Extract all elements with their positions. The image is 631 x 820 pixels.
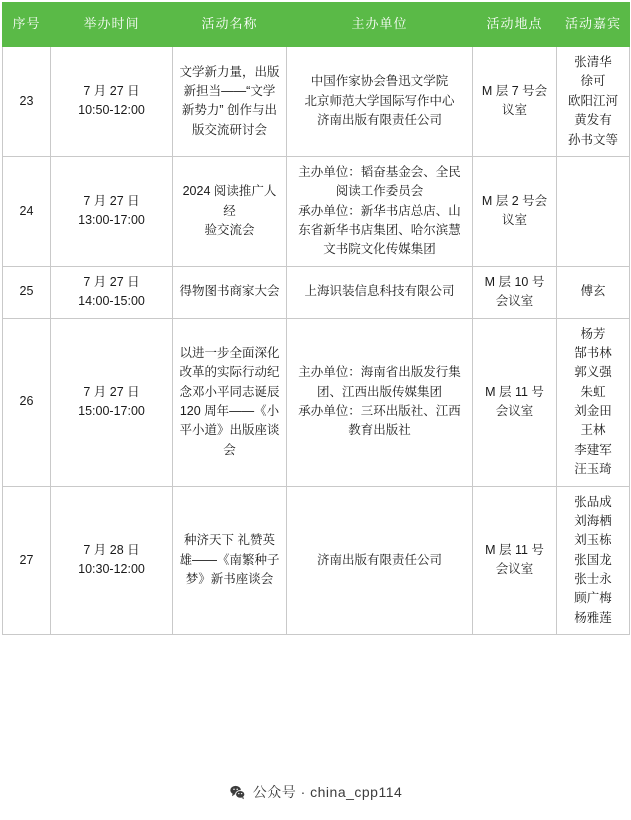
column-header-time: 举办时间 <box>51 3 173 47</box>
column-header-event-name: 活动名称 <box>173 3 287 47</box>
cell-time: 7 月 27 日 15:00-17:00 <box>51 318 173 486</box>
cell-organizer: 济南出版有限责任公司 <box>287 486 473 635</box>
document-page <box>0 2 631 820</box>
column-header-organizer: 主办单位 <box>287 3 473 47</box>
cell-time: 7 月 28 日 10:30-12:00 <box>51 486 173 635</box>
cell-event-name: 种济天下 礼赞英 雄——《南繁种子 梦》新书座谈会 <box>173 486 287 635</box>
cell-guests: 杨芳 郜书林 郭义强 朱虹 刘金田 王林 李建军 汪玉琦 <box>557 318 630 486</box>
cell-event-name: 得物图书商家大会 <box>173 266 287 318</box>
cell-organizer: 中国作家协会鲁迅文学院 北京师范大学国际写作中心 济南出版有限责任公司 <box>287 47 473 157</box>
cell-index: 25 <box>3 266 51 318</box>
column-header-guests: 活动嘉宾 <box>557 3 630 47</box>
cell-organizer: 主办单位：韬奋基金会、全民 阅读工作委员会 承办单位：新华书店总店、山 东省新华书店集团、哈尔滨慧 文书院文化传媒集团 <box>287 156 473 266</box>
column-header-index: 序号 <box>3 3 51 47</box>
cell-time: 7 月 27 日 14:00-15:00 <box>51 266 173 318</box>
cell-venue: M 层 11 号 会议室 <box>473 318 557 486</box>
cell-venue: M 层 2 号会 议室 <box>473 156 557 266</box>
cell-organizer: 主办单位：海南省出版发行集 团、江西出版传媒集团 承办单位：三环出版社、江西 教育出版社 <box>287 318 473 486</box>
cell-venue: M 层 11 号 会议室 <box>473 486 557 635</box>
cell-time: 7 月 27 日 13:00-17:00 <box>51 156 173 266</box>
column-header-venue: 活动地点 <box>473 3 557 47</box>
cell-venue: M 层 10 号 会议室 <box>473 266 557 318</box>
cell-index: 27 <box>3 486 51 635</box>
cell-event-name: 文学新力量，出版 新担当——“文学 新势力” 创作与出 版交流研讨会 <box>173 47 287 157</box>
table-header-row <box>3 3 630 47</box>
footer-watermark <box>0 764 631 820</box>
cell-index: 26 <box>3 318 51 486</box>
cell-venue: M 层 7 号会 议室 <box>473 47 557 157</box>
events-table <box>2 2 630 635</box>
table-row <box>3 486 630 635</box>
cell-guests <box>557 156 630 266</box>
table-row <box>3 266 630 318</box>
cell-guests: 张清华 徐可 欧阳江河 黄发有 孙书文等 <box>557 47 630 157</box>
cell-index: 24 <box>3 156 51 266</box>
cell-organizer: 上海识装信息科技有限公司 <box>287 266 473 318</box>
table-row <box>3 47 630 157</box>
cell-time: 7 月 27 日 10:50-12:00 <box>51 47 173 157</box>
wechat-icon <box>229 784 246 801</box>
cell-guests: 张品成 刘海栖 刘玉栋 张国龙 张士永 顾广梅 杨雅莲 <box>557 486 630 635</box>
cell-index: 23 <box>3 47 51 157</box>
cell-guests: 傅玄 <box>557 266 630 318</box>
table-row <box>3 156 630 266</box>
table-row <box>3 318 630 486</box>
cell-event-name: 以进一步全面深化 改革的实际行动纪 念邓小平同志诞辰 120 周年——《小 平小道》出版座谈 会 <box>173 318 287 486</box>
cell-event-name: 2024 阅读推广人经 验交流会 <box>173 156 287 266</box>
footer-content <box>229 782 403 802</box>
footer-text: 公众号 · china_cpp114 <box>252 784 403 800</box>
